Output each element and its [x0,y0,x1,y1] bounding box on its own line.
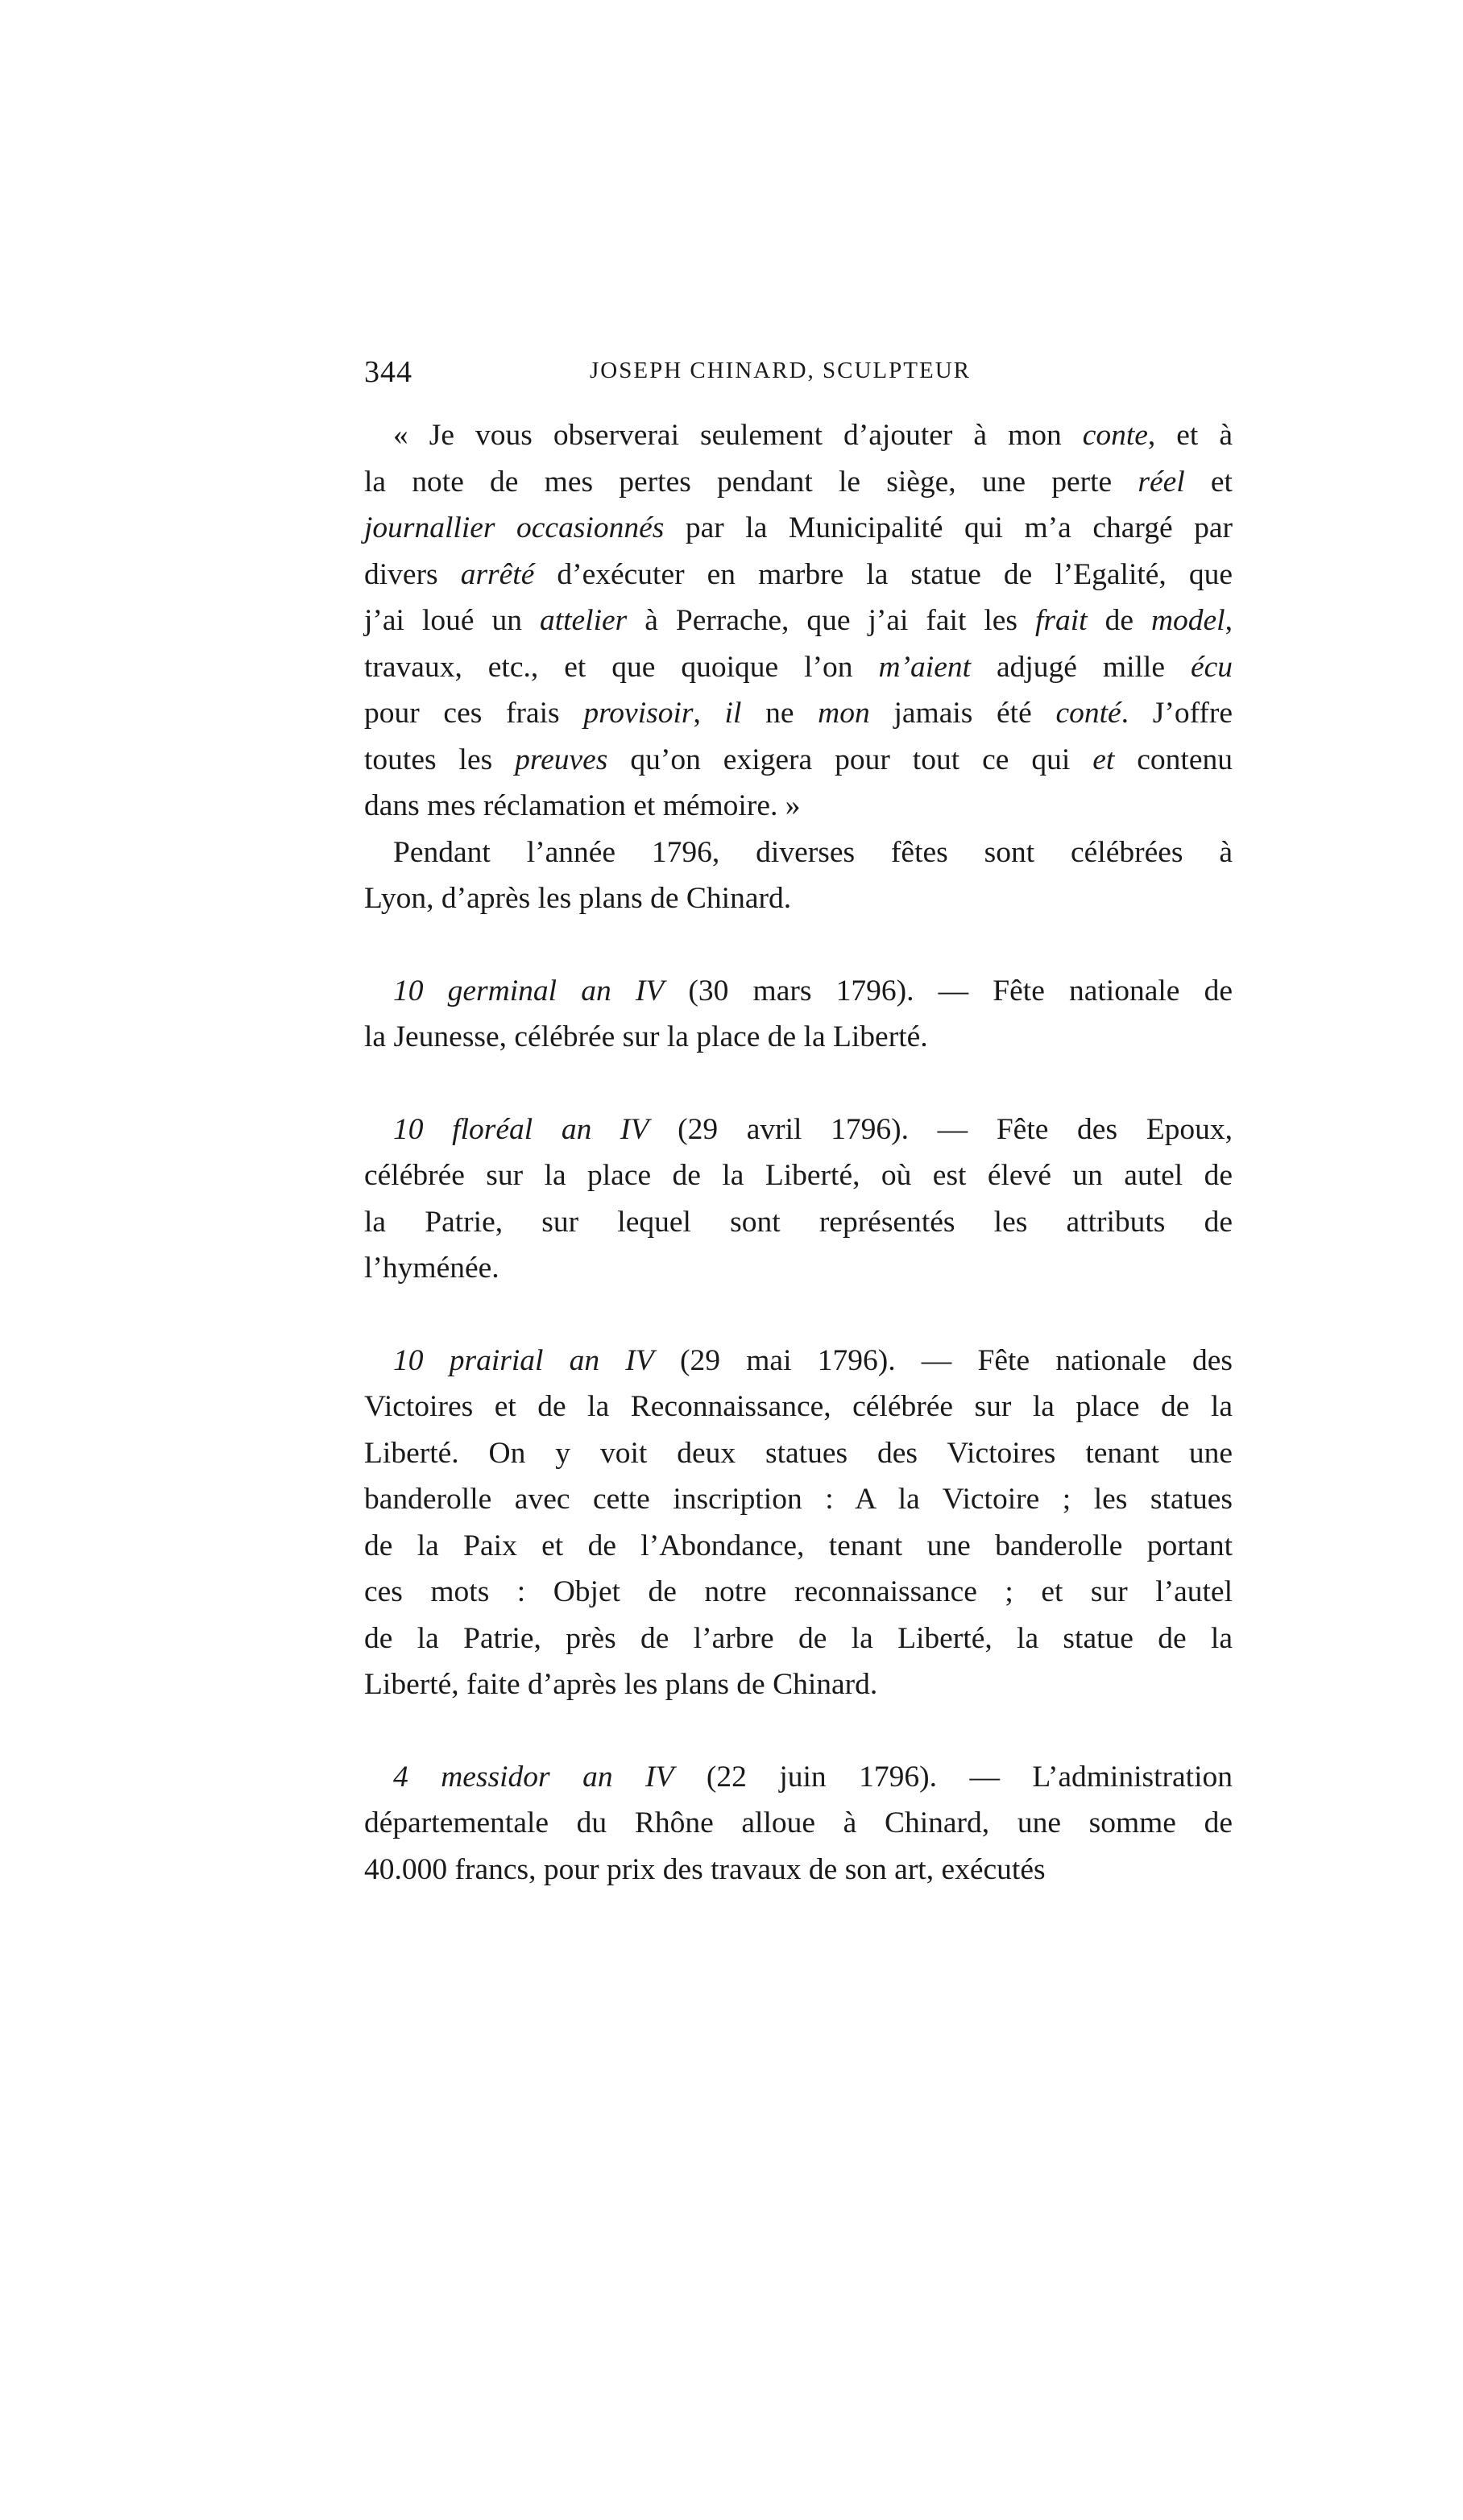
italic-run: réel [1138,465,1185,499]
text-run: (29 mai 1796). — Fête nationale des [653,1343,1233,1377]
text-run: la Jeunesse, célébrée sur la place de la Liberté. [364,1020,928,1053]
text-line [364,1616,1233,1662]
text-line [364,412,1233,459]
text-run: de la Paix et de l’Abondance, tenant une banderolle portant [364,1529,1233,1562]
text-line [364,830,1233,876]
text-run: Liberté, faite d’après les plans de Chinard. [364,1668,878,1701]
text-run: par la Municipalité qui m’a chargé par [664,511,1233,544]
text-line [364,459,1233,506]
text-run: jamais été [869,697,1056,730]
text-line [364,1338,1233,1384]
page-number: 344 [364,355,412,389]
italic-run: provisoir [583,697,694,730]
text-run: dans mes réclamation et mémoire. » [364,789,801,822]
text-line [364,1754,1233,1801]
text-run: Liberté. On y voit deux statues des Victoires tenant une [364,1436,1233,1470]
text-run: , [1225,604,1233,637]
text-run: de [1087,604,1151,637]
text-line [364,1847,1233,1893]
text-run: qu’on exigera pour tout ce qui [607,743,1093,776]
italic-run: 10 prairial an IV [393,1343,654,1377]
text-run: célébrée sur la place de la Liberté, où est élevé un autel de [364,1159,1233,1192]
text-run: et [1184,465,1233,499]
text-line [364,968,1233,1015]
text-line [364,1014,1233,1061]
text-run: l’hyménée. [364,1252,499,1285]
italic-run: il [724,697,742,730]
paragraph [364,412,1233,830]
text-line [364,1800,1233,1847]
text-line [364,1569,1233,1616]
text-run: Pendant l’année 1796, diverses fêtes sont célébrées à [393,835,1233,869]
text-run: départementale du Rhône alloue à Chinard, une somme de [364,1806,1233,1839]
paragraph [364,1107,1233,1292]
text-run: . J’offre [1121,697,1233,730]
text-run: « Je vous observerai seulement d’ajouter à mon [393,419,1083,452]
text-run: adjugé mille [971,650,1191,684]
italic-run: conte [1082,419,1148,452]
italic-run: écu [1190,650,1233,684]
text-line [364,875,1233,922]
text-run: divers [364,557,461,591]
text-run: , [693,697,725,730]
text-run: Victoires et de la Reconnaissance, célébrée sur la place de la [364,1390,1233,1423]
text-run: (22 juin 1796). — L’administration [673,1760,1233,1794]
text-line [364,1384,1233,1430]
italic-run: attelier [539,604,628,637]
text-run: (30 mars 1796). — Fête nationale de [664,974,1233,1008]
italic-run: journallier occasionnés [364,511,665,544]
text-line [364,1476,1233,1523]
italic-run: frait [1035,604,1088,637]
paragraph [364,830,1233,922]
text-run: j’ai loué un [364,604,540,637]
text-line [364,690,1233,737]
text-line [364,1523,1233,1570]
text-run: de la Patrie, près de l’arbre de la Liberté, la statue de la [364,1621,1233,1655]
text-line [364,598,1233,644]
italic-run: mon [818,697,870,730]
italic-run: et [1092,743,1115,776]
text-run: , et à [1147,419,1233,452]
text-run: d’exécuter en marbre la statue de l’Egalité, que [534,557,1233,591]
text-line [364,1199,1233,1246]
text-run: toutes les [364,743,516,776]
paragraph [364,968,1233,1061]
text-line [364,1661,1233,1708]
text-run: Lyon, d’après les plans de Chinard. [364,882,792,915]
text-run: contenu [1114,743,1233,776]
text-line [364,1245,1233,1292]
text-line [364,552,1233,598]
text-line [364,783,1233,830]
italic-run: preuves [515,743,608,776]
text-line [364,1430,1233,1477]
text-run: pour ces frais [364,697,584,730]
text-line [364,737,1233,784]
text-line [364,644,1233,691]
running-head [364,354,1233,403]
italic-run: 10 floréal an IV [393,1112,649,1146]
italic-run: arrêté [460,557,535,591]
text-run: la Patrie, sur lequel sont représentés les attributs de [364,1205,1233,1239]
paragraph [364,1338,1233,1708]
running-title: JOSEPH CHINARD, SCULPTEUR [590,358,971,383]
italic-run: 10 germinal an IV [393,974,665,1008]
italic-run: 4 messidor an IV [393,1760,674,1794]
text-line [364,505,1233,552]
text-run: ces mots : Objet de notre reconnaissance ; et sur l’autel [364,1575,1233,1608]
italic-run: conté [1055,697,1121,730]
text-line [364,1107,1233,1153]
body-text [364,412,1233,1893]
text-run: travaux, etc., et que quoique l’on [364,650,879,684]
paragraph [364,1754,1233,1893]
italic-run: m’aient [878,650,972,684]
text-run: la note de mes pertes pendant le siège, une perte [364,465,1138,499]
text-run: banderolle avec cette inscription : A la Victoire ; les statues [364,1483,1233,1516]
text-run: à Perrache, que j’ai fait les [627,604,1035,637]
text-run: (29 avril 1796). — Fête des Epoux, [649,1112,1233,1146]
text-run: ne [741,697,819,730]
text-run: 40.000 francs, pour prix des travaux de son art, exécutés [364,1852,1046,1886]
italic-run: model [1150,604,1225,637]
text-line [364,1152,1233,1199]
